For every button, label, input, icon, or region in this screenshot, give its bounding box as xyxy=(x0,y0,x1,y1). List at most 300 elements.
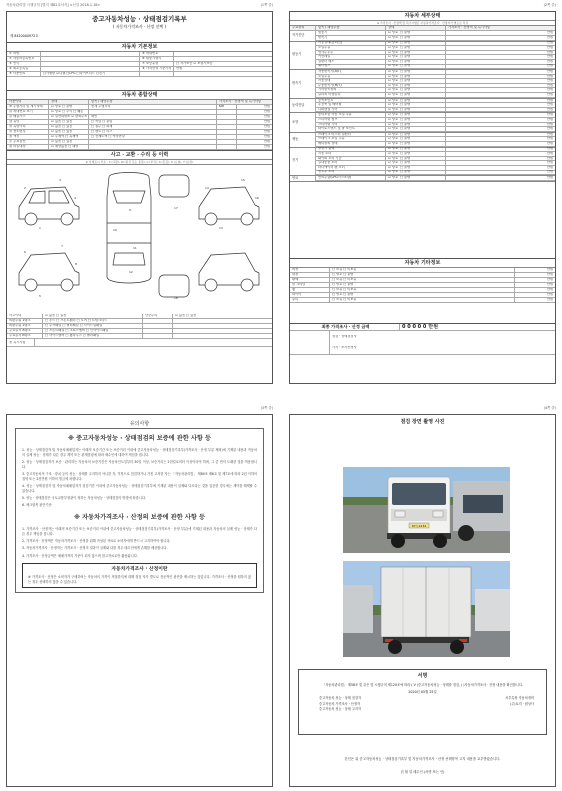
cell-text: 만원 xyxy=(263,140,270,144)
detail-row xyxy=(316,93,555,98)
price-unit: 만원 xyxy=(546,69,553,73)
field-label xyxy=(7,72,41,76)
truck-rear-image xyxy=(343,561,510,657)
part-name: 워터펌프 xyxy=(318,64,331,68)
history-cell xyxy=(143,329,173,333)
group-items xyxy=(316,70,555,98)
part-name: 원동기 xyxy=(318,31,328,35)
other-label xyxy=(290,283,330,287)
cell-text: ⑬ 튜닝 xyxy=(9,120,20,124)
part-name: 등속조인트 xyxy=(318,98,334,102)
price-cell xyxy=(446,127,555,131)
part-name: 오일누유 xyxy=(318,74,331,78)
status-bad: □ 불량 xyxy=(400,141,411,145)
group-label xyxy=(290,176,316,181)
other-option: □ 보유 □ 미보유 xyxy=(332,268,357,272)
other-row xyxy=(290,298,555,303)
status-good: ☑ 양호 xyxy=(388,170,399,174)
form-frame xyxy=(289,11,556,384)
cell-text: 만원 xyxy=(263,110,270,114)
cell-text: ☑ 없음 □ 있음 xyxy=(51,125,73,129)
other-state xyxy=(330,293,515,297)
col-state: 상태 xyxy=(51,100,58,104)
price-cell xyxy=(446,75,555,79)
field-label xyxy=(140,72,174,76)
col-item: 항목 / 해당부품 xyxy=(91,100,113,104)
part-cell xyxy=(316,65,386,69)
cell-text: ① 차명 xyxy=(9,52,20,56)
col-part: 항목 / 해당부품 xyxy=(318,26,340,30)
part-name: 자동변속기(A/T) xyxy=(318,69,342,73)
part-cell xyxy=(316,133,386,137)
part-number: 2 xyxy=(24,186,26,190)
page-header xyxy=(6,406,273,412)
cell-text: 만원 xyxy=(263,105,270,109)
col-price: 가격조사 · 산정액 및 특기사항 xyxy=(448,26,491,30)
status-cell xyxy=(386,108,446,112)
part-number: 11 xyxy=(133,246,137,250)
other-title: 자동차 기타정보 xyxy=(290,258,555,268)
status-bad: □ 불량 xyxy=(400,79,411,83)
overall-cell xyxy=(217,145,237,149)
overall-cell xyxy=(89,140,217,144)
group-items xyxy=(316,148,555,176)
group-items xyxy=(316,176,555,181)
status-bad: □ 불량 xyxy=(400,41,411,45)
other-option: □ 양호 □ 불량 xyxy=(332,273,354,277)
overall-cell xyxy=(7,110,49,114)
status-good: ☑ 양호 xyxy=(388,64,399,68)
page-4 xyxy=(283,403,562,791)
status-cell xyxy=(386,31,446,35)
overall-cell xyxy=(89,105,217,109)
cell-text: ② 자동차등록번호 xyxy=(9,57,35,61)
price-unit: 만원 xyxy=(546,170,553,174)
receipt-statement: 본인은 위 중고자동차성능 · 상태점검기록부 및 자동차가격조사 · 산정 선택항목 고지 내용을 교부받았습니다. xyxy=(344,757,501,761)
status-bad: □ 불량 xyxy=(400,83,411,87)
cell-text: □ 루프패널 □ 쿼터패널 □ 사이드실패널 xyxy=(45,324,103,328)
price-cell xyxy=(446,60,555,64)
status-good: ☑ 양호 xyxy=(388,107,399,111)
other-name: 내장 xyxy=(292,273,299,277)
part-cell xyxy=(316,148,386,152)
notice-frame xyxy=(6,414,273,787)
price-cell xyxy=(446,79,555,83)
other-rows xyxy=(290,268,555,303)
price-cell xyxy=(446,31,555,35)
form-frame xyxy=(6,11,273,384)
part-name: 냉각수누수 xyxy=(318,50,334,54)
page-number: (1쪽 중) xyxy=(260,3,273,7)
history-cell xyxy=(173,314,272,318)
page-header xyxy=(289,406,556,412)
status-good: ☑ 양호 xyxy=(388,152,399,156)
other-label xyxy=(290,268,330,272)
cell-text: ⑪ 차대번호 표기 xyxy=(9,110,33,114)
status-good: ☑ 양호 xyxy=(388,122,399,126)
price-unit: 만원 xyxy=(546,83,553,87)
status-good: ☑ 양호 xyxy=(388,46,399,49)
overall-cell xyxy=(7,130,49,134)
cell-text: 만원 xyxy=(176,67,183,71)
notice-paragraph: 1. 가격조사 · 산정자는 아래의 보증기간 또는 보증거리 이내에 중고자동차성능 · 상태점검기록부(가격조사 · 산정 부분)에 기재된 내용과 자동차의 실제 성능 · 상태가 다른 경우 책임을 집니다. xyxy=(22,527,257,536)
part-cell xyxy=(316,93,386,97)
group-name: 조향 xyxy=(292,119,299,124)
history-cell xyxy=(7,334,43,338)
cell-text: ☑ 양호 □ 불량 xyxy=(51,105,73,109)
part-cell xyxy=(316,127,386,131)
price-cell xyxy=(446,108,555,112)
notice-paragraph: 5. 성능 · 상태점검은 국토교통부장관이 정하는 자동차성능 · 상태점검의 방법에 따릅니다. xyxy=(22,495,146,500)
cell-text: ☑ 없음 □ 있음 xyxy=(51,140,73,144)
status-good: ☑ 양호 xyxy=(388,117,399,121)
notice-paragraph: 4. 성능 · 상태점검자 및 자동차매매업자가 점검기간 이내에 중고자동차성능 · 상태점검기록부에 기재된 내용이 실제와 다르다는 것을 입증한 경우에는 계약을 해제할 수 있습니다. xyxy=(22,484,257,493)
cell-text: 단순수리 xyxy=(145,314,158,318)
group-name: 변속기 xyxy=(292,80,302,85)
price-unit: 만원 xyxy=(546,55,553,59)
history-cell xyxy=(43,329,143,333)
part-name: 오일누유 xyxy=(318,46,331,49)
cell-text: ③ 연식 xyxy=(9,62,20,66)
detail-row xyxy=(316,142,555,147)
appraisal-definition-box xyxy=(22,563,257,588)
price-unit: 만원 xyxy=(546,107,553,111)
group-name: 원동기 xyxy=(292,52,302,57)
overall-cell xyxy=(217,120,237,124)
price-unit: 만원 xyxy=(546,176,553,180)
status-good: ☑ 양호 xyxy=(388,165,399,169)
price-unit: 만원 xyxy=(546,152,553,156)
history-cell xyxy=(7,314,43,318)
field-label xyxy=(140,52,174,56)
part-cell xyxy=(316,31,386,35)
field-value xyxy=(174,57,272,61)
cell-text: ☑ 없음 □ 있음 xyxy=(175,314,197,318)
part-name: 동력조향 작동 오일 누유 xyxy=(318,113,352,117)
overall-cell xyxy=(7,125,49,129)
status-good: ☑ 양호 xyxy=(388,156,399,160)
status-bad: □ 불량 xyxy=(400,92,411,96)
group-label xyxy=(290,70,316,98)
cell-text: 현재 주행거리 xyxy=(91,105,111,109)
other-price xyxy=(515,293,555,297)
field-value xyxy=(174,62,272,66)
signer-name: 서부특장 자동차정비 xyxy=(505,695,534,700)
part-cell xyxy=(316,157,386,161)
cell-text: □ 렌트 □ 리스 xyxy=(91,130,113,134)
cell-text: □가솔린 ☑디젤 □LPG □하이브리드 □전기 xyxy=(43,72,106,76)
cell-text: 매연 xyxy=(91,115,98,119)
price-unit: 만원 xyxy=(546,278,553,282)
total-row xyxy=(290,323,555,331)
part-number: 18 xyxy=(174,296,178,300)
status-bad: □ 불량 xyxy=(400,31,411,35)
cell-text: ⑦ 보증유형 xyxy=(142,62,159,66)
status-cell xyxy=(386,75,446,79)
part-cell xyxy=(316,46,386,50)
truck-front-photo xyxy=(343,467,510,553)
group-label xyxy=(290,31,316,40)
cell-text: 외판부위 2랭크 xyxy=(9,324,31,328)
part-number: 1 xyxy=(39,226,41,230)
other-price xyxy=(515,298,555,302)
detail-rows xyxy=(290,31,555,181)
basic-info-row xyxy=(7,72,272,77)
price-cell xyxy=(446,65,555,69)
price-unit: 만원 xyxy=(546,273,553,277)
price-unit: 만원 xyxy=(546,141,553,145)
overall-cell xyxy=(237,145,272,149)
part-name: 시동 모터 xyxy=(318,152,332,156)
overall-cell xyxy=(217,105,237,109)
status-bad: □ 불량 xyxy=(400,74,411,78)
part-name: 배력장치 상태 xyxy=(318,141,338,145)
field-value xyxy=(41,67,140,71)
overall-cell xyxy=(49,110,89,114)
group-items xyxy=(316,113,555,131)
status-bad: □ 불량 xyxy=(400,156,411,160)
field-value xyxy=(41,57,140,61)
status-good: ☑ 양호 xyxy=(388,103,399,107)
part-cell xyxy=(316,70,386,74)
detail-group xyxy=(290,176,555,182)
other-option: □ 양호 □ 불량 xyxy=(332,293,354,297)
other-option: □ 보유 □ 미보유 xyxy=(332,298,357,302)
status-cell xyxy=(386,161,446,165)
price-unit: 만원 xyxy=(546,137,553,141)
field-value xyxy=(174,52,272,56)
notice-paragraph: 6. 체크항목 판단기준 xyxy=(22,503,52,508)
cell-text: ⑫ 배출가스 xyxy=(9,115,26,119)
cell-text: ☑ 없음 □ 있음 xyxy=(45,314,67,318)
detail-section xyxy=(290,12,555,182)
page-header xyxy=(289,3,556,9)
inspector-sign-label: 점검 · 상태점검자 xyxy=(332,334,357,338)
field-value xyxy=(41,52,140,56)
status-good: ☑ 양호 xyxy=(388,132,399,136)
cell-text: □ 후드 □ 프론트휀더 □ 도어 □ 트렁크리드 xyxy=(45,319,108,323)
title-block xyxy=(7,16,272,30)
price-unit: 만원 xyxy=(546,113,553,117)
cell-text: 만원 xyxy=(263,130,270,134)
part-number: 14 xyxy=(205,186,209,190)
status-good: ☑ 양호 xyxy=(388,98,399,102)
price-cell xyxy=(446,51,555,55)
price-unit: 만원 xyxy=(546,161,553,165)
car-diagram xyxy=(9,167,270,317)
signature-date: 2020년 05월 25일 xyxy=(408,689,437,694)
group-label xyxy=(290,148,316,176)
car-outline-svg xyxy=(9,167,272,317)
cell-text: ⑩ 주행거리 및 계기상태 xyxy=(9,105,43,109)
status-good: ☑ 양호 xyxy=(388,161,399,165)
price-unit: 만원 xyxy=(546,122,553,126)
price-cell xyxy=(446,46,555,50)
detail-row xyxy=(316,176,555,181)
other-state xyxy=(330,298,515,302)
cell-text: ⑭ 특별이력 xyxy=(9,125,26,129)
group-items xyxy=(316,99,555,113)
notice-paragraph: 3. 자동차가격조사 · 산정자는 가격조사 · 산정의 결과가 실제와 다를 경우 매수인에게 손해를 배상합니다. xyxy=(22,546,168,551)
other-price xyxy=(515,283,555,287)
cell-text: 주요골격 A랭크 xyxy=(9,329,31,333)
group-items xyxy=(316,133,555,147)
status-good: ☑ 양호 xyxy=(388,69,399,73)
history-cell xyxy=(173,324,272,328)
price-cell xyxy=(446,123,555,127)
status-bad: □ 불량 xyxy=(400,46,411,49)
other-price xyxy=(515,288,555,292)
part-number: 9 xyxy=(129,208,131,212)
warranty-heading: ※ 중고자동차성능 · 상태점검의 보증에 관한 사항 등 xyxy=(68,435,211,442)
photo-title: 점검 장면 촬영 사진 xyxy=(400,419,445,425)
form-ref: 자동차관리법 시행규칙 [별지 제82호서식] <신설 2018.1.18> xyxy=(6,3,101,7)
price-unit: 만원 xyxy=(546,41,553,45)
other-option: □ 보유 □ 미보유 xyxy=(332,278,357,282)
part-cell xyxy=(316,152,386,156)
other-name: 유리 xyxy=(292,298,299,302)
price-cell xyxy=(446,148,555,152)
overall-cell xyxy=(7,145,49,149)
notice-paragraph: 2. 가격조사 · 산정액은 자동차가격조사 · 산정을 위해 작성된 자료로 소비자에게 반드시 고지하여야 합니다. xyxy=(22,539,171,544)
part-name: 타이로드엔드 및 볼 조인트 xyxy=(318,127,355,131)
overall-cell xyxy=(49,135,89,139)
notice-paragraph: 4. 가격조사 · 산정금액은 매매가격의 기준이 되지 않으며 참고자료로만 활용됩니다. xyxy=(22,553,138,558)
status-cell xyxy=(386,142,446,146)
doc-number: 제 8420000972호 xyxy=(10,34,39,38)
price-cell xyxy=(446,99,555,103)
status-bad: □ 불량 xyxy=(400,127,411,131)
accident-note: ※ 상태표시 부호 : X (교환), W (판금 또는 용접), C (부식), A (흠집), U (요철), T (손상) xyxy=(7,160,272,165)
part-cell xyxy=(316,161,386,165)
part-number: 5 xyxy=(39,294,41,298)
status-good: ☑ 양호 xyxy=(388,176,399,180)
signature-rows xyxy=(319,697,534,713)
field-label xyxy=(140,67,174,71)
group-name: 연료 xyxy=(292,175,299,180)
status-cell xyxy=(386,42,446,46)
part-cell xyxy=(316,60,386,64)
status-cell xyxy=(386,36,446,40)
status-cell xyxy=(386,113,446,117)
status-good: ☑ 양호 xyxy=(388,92,399,96)
part-name: 클러치 어셈블리 xyxy=(318,92,341,96)
status-bad: □ 불량 xyxy=(400,64,411,68)
cell-text: ⑱ 리콜대상 xyxy=(9,145,26,149)
col-price: 가격조사 · 산정액 및 특기사항 xyxy=(219,100,262,104)
status-bad: □ 불량 xyxy=(400,122,411,126)
status-bad: □ 불량 xyxy=(400,132,411,136)
overall-cell xyxy=(237,110,272,114)
status-cell xyxy=(386,123,446,127)
overall-cell xyxy=(237,115,272,119)
history-cell xyxy=(173,334,272,338)
detail-group xyxy=(290,42,555,71)
cell-text: 사고이력 xyxy=(9,314,22,318)
overall-cell xyxy=(237,130,272,134)
signer-role: 중고자동차 성능 · 상태 점검자 xyxy=(319,695,362,700)
overall-cell xyxy=(7,135,49,139)
other-label xyxy=(290,288,330,292)
status-bad: □ 불량 xyxy=(400,55,411,59)
cell-text: 만원 xyxy=(263,125,270,129)
status-cell xyxy=(386,99,446,103)
history-cell xyxy=(43,314,143,318)
cell-text: 외판부위 1랭크 xyxy=(9,319,31,323)
part-cell xyxy=(316,79,386,83)
history-rows xyxy=(7,314,272,339)
price-unit: 만원 xyxy=(546,288,553,292)
price-cell xyxy=(446,113,555,117)
part-cell xyxy=(316,123,386,127)
detail-row xyxy=(316,108,555,113)
other-section xyxy=(290,258,555,303)
price-cell xyxy=(446,161,555,165)
part-cell xyxy=(316,166,386,170)
cell-text: □ 전체도색 □ 색상변경 xyxy=(91,135,125,139)
notice-paragraph: 1. 성능 · 상태점검자 및 자동차매매업자는 아래의 보증기간 또는 보증거리 이내에 중고자동차성능 · 상태점검기록부(가격조사 · 산정 부분 제외)에 기재된 내용과 자동차의 실제 성능 · 상태가 다른 경우 계약 또는 관계법령에 따라 매수인에 대하여 책임을 집니다. xyxy=(22,448,257,458)
price-unit: 만원 xyxy=(546,50,553,54)
overall-cell xyxy=(217,125,237,129)
receipt-sign: 년 월 일 매수인 (서명 또는 인) xyxy=(400,770,445,774)
history-section xyxy=(7,314,272,347)
history-cell xyxy=(173,319,272,323)
part-cell xyxy=(316,75,386,79)
part-number: 7 xyxy=(61,244,63,248)
status-cell xyxy=(386,51,446,55)
status-cell xyxy=(386,60,446,64)
status-good: ☑ 양호 xyxy=(388,41,399,45)
accident-section xyxy=(7,150,272,165)
part-name: 실린더 헤드 xyxy=(318,59,335,63)
status-good: ☑ 양호 xyxy=(388,113,399,117)
cell-text: ⑮ 용도변경 xyxy=(9,130,26,134)
part-cell xyxy=(316,171,386,175)
field-label xyxy=(7,57,41,61)
group-items xyxy=(316,31,555,40)
overall-section xyxy=(7,90,272,150)
status-good: ☑ 양호 xyxy=(388,74,399,78)
history-cell xyxy=(143,324,173,328)
detail-row xyxy=(316,171,555,176)
price-unit: 만원 xyxy=(546,88,553,92)
price-unit: 만원 xyxy=(546,268,553,272)
part-name: 브레이크 마스터 실린더 xyxy=(318,132,351,136)
cell-text: ⑥ 원동기형식 xyxy=(142,57,162,61)
part-cell xyxy=(316,99,386,103)
special-notes-row xyxy=(7,339,272,347)
history-cell xyxy=(143,314,173,318)
field-label xyxy=(7,62,41,66)
signer-role: 중고자동차 가격조사 · 산정자 xyxy=(319,701,361,706)
group-name: 전기 xyxy=(292,158,299,163)
detail-group xyxy=(290,113,555,132)
overall-title: 자동차 종합상태 xyxy=(7,90,272,100)
detail-row xyxy=(316,65,555,70)
status-bad: □ 불량 xyxy=(400,161,411,165)
status-good: ☑ 양호 xyxy=(388,55,399,59)
status-bad: □ 불량 xyxy=(400,59,411,63)
overall-cell xyxy=(217,115,237,119)
status-bad: □ 불량 xyxy=(400,98,411,102)
appraisal-definition-title: 자동차가격조사 · 산정이란 xyxy=(111,567,168,573)
status-cell xyxy=(386,70,446,74)
status-cell xyxy=(386,137,446,141)
part-number: 8 xyxy=(75,262,77,266)
col-status: 상태 xyxy=(388,26,395,30)
other-option: □ 보유 □ 미보유 xyxy=(332,288,357,292)
appraisal-definition-text: ※ 가격조사 · 산정은 소비자가 구매하려는 자동차의 가격이 적절한지에 대해 점검 자가 별도로 전문적인 판단을 제시하는 것입니다. 가격조사 · 산정을 원하지 않는 경우 선택하지 않을 수 있습니다. xyxy=(28,574,251,584)
